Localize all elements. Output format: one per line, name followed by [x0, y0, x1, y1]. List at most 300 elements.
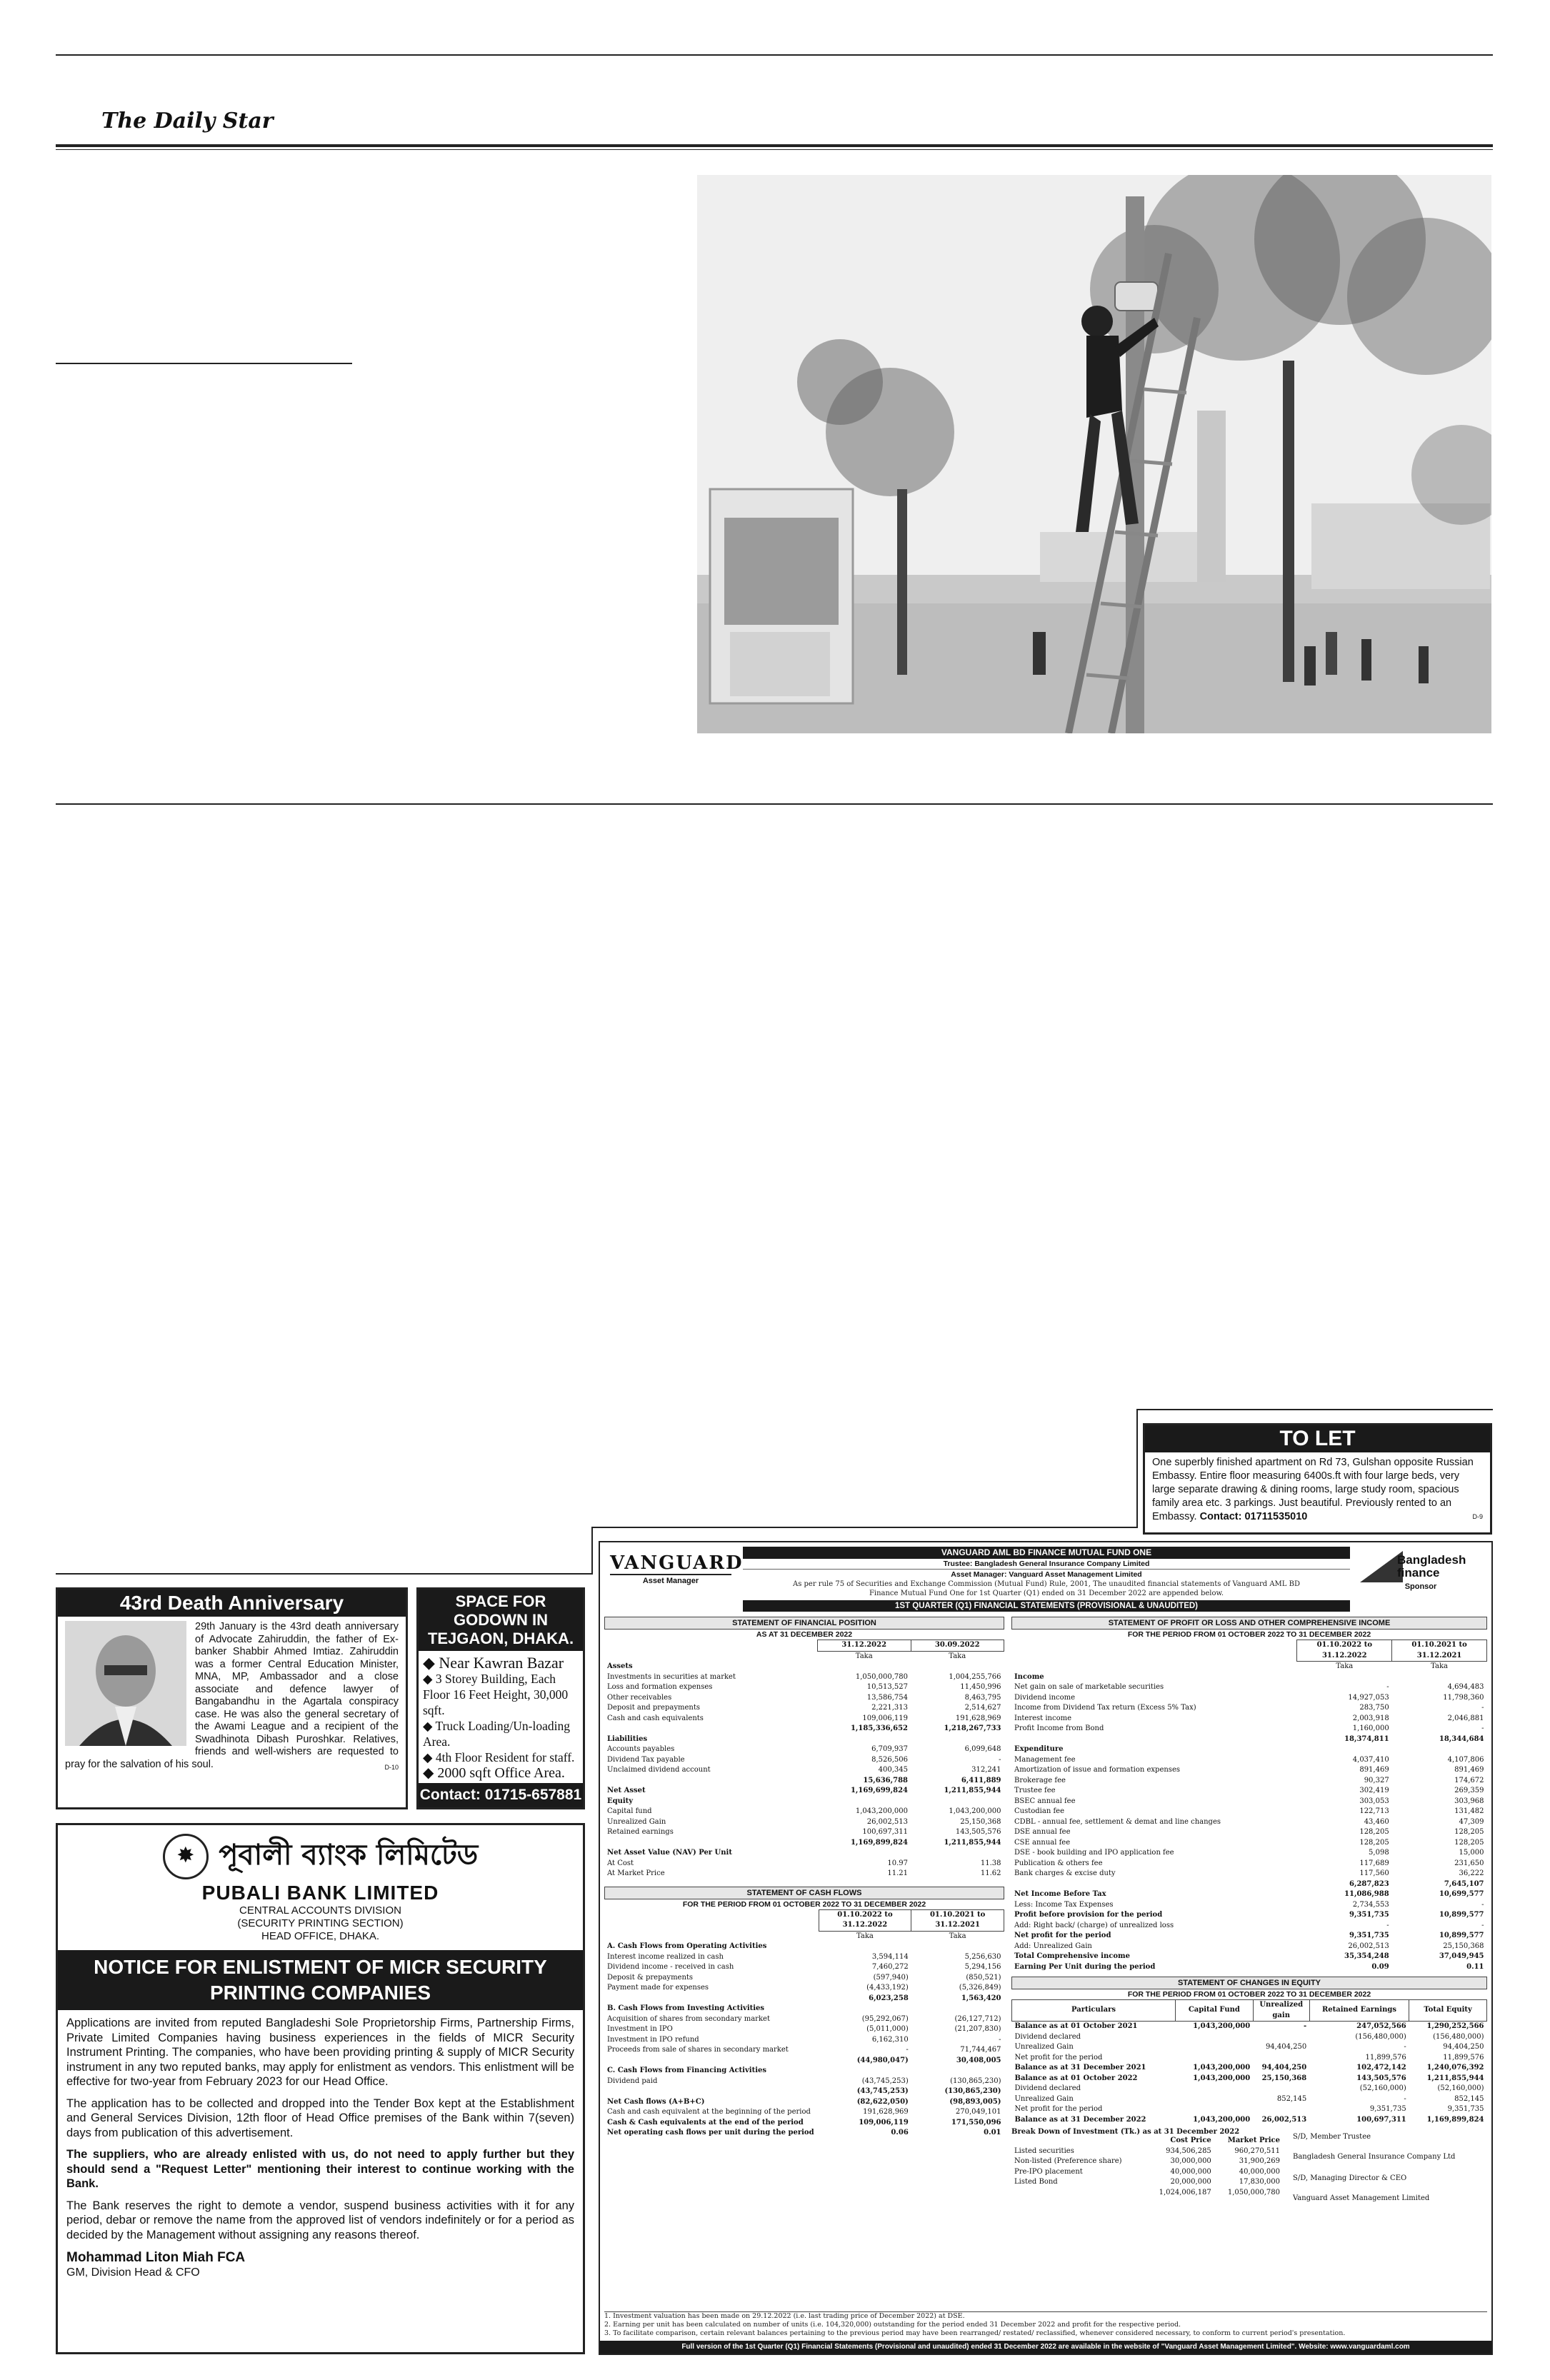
table-cell: At Cost [607, 1859, 634, 1867]
table-cell: 6,023,258 [869, 1994, 909, 2002]
table-cell: 26,002,513 [1348, 1942, 1389, 1950]
pubali-signer: Mohammad Liton Miah FCA [66, 2250, 246, 2265]
table-cell: Equity [607, 1797, 634, 1805]
table-cell: 302,419 [1359, 1787, 1389, 1794]
table-cell: Dividend Tax payable [607, 1755, 685, 1764]
table-cell [1392, 1672, 1487, 1683]
table-row [1011, 2167, 1283, 2178]
table-cell: 1,169,699,824 [850, 1787, 908, 1794]
table-header-cell: 01.10.2022 to 31.12.2022 [819, 1909, 911, 1931]
to-let-title: TO LET [1145, 1425, 1490, 1452]
table-row [604, 1952, 1004, 1963]
trustee-line: Trustee: Bangladesh General Insurance Company Limited [743, 1559, 1350, 1570]
table-cell: Deposit and prepayments [607, 1704, 700, 1712]
table-cell: (98,893,005) [949, 2097, 1001, 2106]
trustee-company: Bangladesh General Insurance Company Ltd [1293, 2153, 1456, 2161]
table-cell: 1,160,000 [1352, 1724, 1389, 1732]
table-cell: 47,309 [1459, 1817, 1484, 1826]
table-cell: Net gain on sale of marketable securities [1014, 1683, 1164, 1691]
table-cell: Listed securities [1014, 2146, 1074, 2155]
table-row [1011, 1776, 1487, 1787]
table-cell: (156,480,000) [1355, 2032, 1406, 2041]
table-cell [911, 1734, 1004, 1745]
table-cell: 1,563,420 [961, 1994, 1001, 2002]
table-row [604, 2077, 1004, 2087]
table-header-row [1011, 2136, 1283, 2146]
table-cell: 3,594,114 [871, 1952, 909, 1961]
table-row [604, 2118, 1004, 2129]
table-row [604, 2004, 1004, 2014]
table-cell: (850,521) [966, 1973, 1001, 1982]
table-cell: 100,697,311 [1356, 2115, 1406, 2124]
notes-block [604, 2311, 1487, 2338]
photo-illustration [697, 175, 1491, 733]
table-cell: (597,940) [873, 1973, 909, 1982]
godown-item: ◆ 3 Storey Building, Each Floor 16 Feet Height, 30,000 sqft. [423, 1672, 569, 1717]
classified-rule-3 [591, 1527, 1138, 1528]
unit-cell: Taka [949, 1932, 966, 1940]
table-cell: 270,049,101 [955, 2108, 1001, 2116]
table-cell: Unrealized Gain [607, 1817, 666, 1826]
pubali-notice-title: NOTICE FOR ENLISTMENT OF MICR SECURITY PRINTING COMPANIES [58, 1950, 583, 2010]
godown-item-text: 4th Floor Resident for staff. [435, 1750, 575, 1764]
table-cell: 1,043,200,000 [1193, 2022, 1251, 2030]
table-cell: A. Cash Flows from Operating Activities [607, 1942, 767, 1950]
table-header-cell: 31.12.2022 [818, 1640, 911, 1652]
table-cell [1297, 1672, 1392, 1683]
table-cell: (82,622,050) [856, 2097, 909, 2106]
table-header-cell: 30.09.2022 [911, 1640, 1004, 1652]
table-row [1012, 2084, 1487, 2094]
table-cell: Net profit for the period [1014, 2053, 1103, 2062]
profit-loss-table [1011, 1640, 1487, 1972]
table-row [604, 1662, 1004, 1672]
table-cell: Dividend paid [607, 2077, 658, 2085]
table-cell [604, 1776, 818, 1787]
table-header-cell: 01.10.2022 to 31.12.2022 [1297, 1640, 1392, 1662]
section-rule [56, 803, 1493, 805]
note-1: 1. Investment valuation has been made on 29.12.2022 (i.e. last trading price of December 2022) at DSE. [604, 2312, 965, 2320]
table-cell: 43,460 [1364, 1817, 1389, 1826]
table-cell: 1,004,255,766 [949, 1672, 1001, 1681]
table-cell: Net profit for the period [1014, 1932, 1111, 1939]
table-cell: 1,211,855,944 [1426, 2074, 1484, 2082]
table-row [604, 2097, 1004, 2108]
table-row [1012, 2032, 1487, 2043]
table-cell: 14,927,053 [1348, 1693, 1389, 1702]
table-row [604, 1827, 1004, 1838]
table-cell: 15,636,788 [863, 1776, 908, 1784]
table-cell: Balance as at 01 October 2021 [1014, 2022, 1138, 2030]
table-cell: Net profit for the period [1014, 2105, 1103, 2113]
table-row [604, 1765, 1004, 1776]
table-row [1011, 1952, 1487, 1962]
table-cell [818, 1797, 911, 1807]
table-cell: Liabilities [607, 1734, 648, 1743]
table-cell: Payment made for expenses [607, 1984, 709, 1992]
table-cell: 191,628,969 [955, 1714, 1001, 1722]
unit-cell: Taka [1336, 1662, 1354, 1670]
table-cell [1253, 2104, 1309, 2115]
table-row [1011, 1797, 1487, 1807]
pubali-para-2: The application has to be collected and dropped into the Tender Box kept at the Establishment and General Services Division, 12th floor of Head Office premises of the Bank within 7(seven) days from publication of this advertisement. [66, 2097, 574, 2139]
table-cell: 9,351,735 [1349, 1932, 1389, 1939]
pubali-notice [56, 1823, 585, 2354]
table-cell: BSEC annual fee [1014, 1797, 1076, 1805]
table-cell: Add: Unrealized Gain [1014, 1942, 1092, 1950]
table-cell: 94,404,250 [1443, 2043, 1484, 2051]
table-cell: 9,351,735 [1349, 1911, 1389, 1919]
table-cell: Investments in securities at market [607, 1672, 736, 1681]
table-cell: Income [1014, 1672, 1044, 1681]
table-cell: 2,046,881 [1447, 1714, 1484, 1722]
table-cell [604, 2087, 819, 2097]
pubali-para-3: The suppliers, who are already enlisted with us, do not need to apply further but they should send a "Request Letter" mentioning their interest to continue working with the Bank. [66, 2148, 574, 2190]
table-cell: 1,050,000,780 [855, 1672, 908, 1681]
table-cell: Bank charges & excise duty [1014, 1869, 1116, 1877]
table-row [1011, 1879, 1487, 1890]
table-cell: (43,745,253) [861, 2077, 909, 2085]
table-cell: 1,043,200,000 [949, 1807, 1001, 1815]
unit-cell: Taka [855, 1652, 873, 1660]
table-cell: (5,011,000) [866, 2025, 909, 2033]
note-3: 3. To facilitate comparison, certain relevant balances pertaining to the previous period may have been rearranged/ restated/ reclassified, whenever considered necessary, to conform to current period's presentation. [604, 2329, 1346, 2337]
masthead-rule [56, 144, 1493, 147]
table-cell: 1,043,200,000 [1193, 2064, 1251, 2072]
table-row [1011, 1703, 1487, 1714]
table-cell: 11,086,988 [1344, 1890, 1389, 1898]
table-cell: 9,351,735 [1369, 2105, 1406, 2113]
table-cell: 191,628,969 [863, 2108, 909, 2116]
table-cell: 20,000,000 [1170, 2178, 1211, 2186]
changes-in-equity-table [1011, 1999, 1487, 2125]
table-cell: (130,865,230) [950, 2077, 1001, 2085]
pubali-office: HEAD OFFICE, DHAKA. [261, 1930, 380, 1942]
table-cell: Dividend income [1014, 1693, 1076, 1702]
vanguard-statement [599, 1541, 1493, 2355]
table-cell: 11,798,360 [1443, 1693, 1484, 1702]
table-cell: (52,160,000) [1359, 2084, 1406, 2092]
godown-item-text: 3 Storey Building, Each Floor 16 Feet Height, 30,000 sqft. [423, 1672, 569, 1717]
table-row [1011, 2177, 1283, 2188]
cf-title: STATEMENT OF CASH FLOWS [604, 1887, 1004, 1899]
table-row [1011, 1869, 1487, 1879]
pubali-para-1: Applications are invited from reputed Bangladeshi Sole Proprietorship Firms, Partnership Firms, Private Limited Companies having business experiences in the fields of MICR Security Instrument Printing. The companies, who have been providing printing & supply of MICR Security instrument in any two reputed banks, may apply for enlistment as vendors. This enlistment will be effective for two-year from February 2023 for our Head Office. [66, 2017, 574, 2088]
vanguard-footer: Full version of the 1st Quarter (Q1) Financial Statements (Provisional and unaudited) ended 31 December 2022 are available in the website of "Vanguard Asset Management Limited". Website: www.vanguardaml.com [600, 2341, 1491, 2354]
table-cell [604, 1838, 818, 1849]
table-cell: 11.38 [980, 1859, 1001, 1867]
table-header-cell: Unrealized gain [1253, 2000, 1309, 2022]
cf-subtitle: FOR THE PERIOD FROM 01 OCTOBER 2022 TO 31 DECEMBER 2022 [682, 1899, 926, 1909]
table-cell: 10,899,577 [1439, 1911, 1484, 1919]
table-cell: 30,000,000 [1170, 2157, 1211, 2165]
table-cell: 852,145 [1454, 2094, 1484, 2103]
investment-breakdown [1011, 2128, 1283, 2204]
table-cell: 1,169,899,824 [1426, 2115, 1484, 2124]
table-cell: 8,463,795 [964, 1693, 1001, 1702]
table-row [1011, 1724, 1487, 1734]
table-row [1012, 2022, 1487, 2032]
table-cell: 2,514,627 [964, 1704, 1001, 1712]
table-cell: 1,024,006,187 [1159, 2188, 1211, 2196]
table-cell: 174,672 [1454, 1776, 1484, 1784]
trustee-sign: S/D, Member Trustee [1293, 2133, 1371, 2141]
table-cell: Unrealized Gain [1014, 2043, 1074, 2051]
table-header-cell: 01.10.2021 to 31.12.2021 [911, 1909, 1004, 1931]
table-cell: (52,160,000) [1437, 2084, 1484, 2092]
table-cell: Amortization of issue and formation expenses [1014, 1766, 1180, 1774]
table-cell: Balance as at 01 October 2022 [1014, 2074, 1138, 2082]
table-cell: Non-listed (Preference share) [1014, 2157, 1122, 2165]
table-cell: 128,205 [1359, 1838, 1389, 1847]
table-row [1011, 1827, 1487, 1838]
table-cell: Brokerage fee [1014, 1776, 1066, 1784]
table-row [1011, 1921, 1487, 1932]
table-cell: Less: Income Tax Expenses [1014, 1900, 1114, 1909]
table-cell [1011, 1734, 1297, 1745]
anniversary-body [58, 1617, 406, 1775]
table-cell: 1,211,855,944 [944, 1787, 1001, 1794]
inv-title: Break Down of Investment (Tk.) as at 31 December 2022 [1011, 2128, 1240, 2136]
table-header-row [1011, 1640, 1487, 1662]
table-row [1011, 1755, 1487, 1766]
table-cell: Balance as at 31 December 2022 [1014, 2115, 1146, 2124]
table-header-cell [1011, 2136, 1146, 2146]
table-row [604, 2035, 1004, 2046]
table-row [604, 1703, 1004, 1714]
sponsor-label: Sponsor [1404, 1582, 1437, 1591]
table-cell: 31,900,269 [1239, 2157, 1280, 2165]
table-row [604, 1776, 1004, 1787]
pl-title: STATEMENT OF PROFIT OR LOSS AND OTHER COMPREHENSIVE INCOME [1011, 1617, 1487, 1630]
table-cell [604, 1724, 818, 1734]
unit-cell: Taka [856, 1932, 874, 1940]
table-cell: Balance as at 31 December 2021 [1014, 2064, 1146, 2072]
table-cell: 2,734,553 [1352, 1900, 1389, 1909]
table-cell: 37,049,945 [1439, 1952, 1484, 1960]
table-cell [1176, 2042, 1254, 2053]
table-row [604, 2066, 1004, 2077]
table-cell [604, 2056, 819, 2067]
table-row [1011, 1942, 1487, 1952]
table-cell: 11.21 [887, 1869, 908, 1877]
table-row [604, 1724, 1004, 1734]
table-cell: DSE annual fee [1014, 1828, 1071, 1836]
sponsor-logo [1360, 1551, 1481, 1582]
table-row [1012, 2104, 1487, 2115]
table-unit-row [604, 1651, 1004, 1662]
table-cell [1011, 1640, 1297, 1662]
table-cell: 36,222 [1459, 1869, 1484, 1877]
signature-block [1283, 2128, 1487, 2204]
table-row [604, 1714, 1004, 1724]
table-row [604, 1807, 1004, 1817]
table-cell: 1,218,267,733 [944, 1724, 1001, 1732]
table-row [604, 1797, 1004, 1807]
table-row [1011, 1786, 1487, 1797]
godown-contact: Contact: 01715-657881 [419, 1783, 583, 1807]
table-cell: Listed Bond [1014, 2178, 1058, 2186]
fp-title: STATEMENT OF FINANCIAL POSITION [604, 1617, 1004, 1630]
table-cell: 4,694,483 [1447, 1683, 1484, 1691]
table-cell: 40,000,000 [1170, 2167, 1211, 2176]
table-cell: 6,099,648 [964, 1745, 1001, 1753]
table-header-row [604, 1909, 1004, 1931]
table-cell: 15,000 [1459, 1849, 1484, 1857]
table-row [604, 1734, 1004, 1745]
table-cell: 6,411,889 [961, 1776, 1001, 1784]
table-cell: 26,002,513 [866, 1817, 908, 1826]
table-row [604, 1672, 1004, 1683]
table-cell: 25,150,368 [1443, 1942, 1484, 1950]
table-cell: 1,169,899,824 [850, 1838, 908, 1847]
table-cell [1253, 2084, 1309, 2094]
note-2: 2. Earning per unit has been calculated on number of units (i.e. 104,320,000) outstanding for the period ended 31 December 2022 and profit for the respective period. [604, 2321, 1181, 2329]
table-cell: 2,003,918 [1352, 1714, 1389, 1722]
godown-item-text: 2000 sqft Office Area. [437, 1765, 565, 1781]
table-row [604, 2107, 1004, 2118]
table-cell: Dividend declared [1014, 2032, 1081, 2041]
table-row [604, 2056, 1004, 2067]
table-cell: (5,326,849) [959, 1984, 1001, 1992]
table-row [1011, 1817, 1487, 1828]
table-cell: 10,513,527 [866, 1683, 908, 1691]
table-cell: 0.11 [1466, 1962, 1484, 1971]
to-let-code: D-9 [1472, 1513, 1483, 1520]
table-cell: 2,221,313 [871, 1704, 908, 1712]
table-cell [604, 1651, 818, 1662]
table-cell: 109,006,119 [862, 1714, 908, 1722]
table-cell [911, 1797, 1004, 1807]
table-cell: Investment in IPO [607, 2025, 673, 2033]
table-row [1011, 1693, 1487, 1704]
column-rule [56, 363, 352, 364]
table-cell: 303,968 [1454, 1797, 1484, 1805]
classified-rule-1 [56, 1573, 593, 1575]
table-cell: 35,354,248 [1344, 1952, 1389, 1960]
table-cell: 10,899,577 [1439, 1932, 1484, 1939]
table-cell [604, 1994, 819, 2004]
table-header-cell: Cost Price [1170, 2137, 1211, 2144]
portrait-illustration [65, 1621, 186, 1746]
table-cell: - [1481, 1900, 1484, 1909]
table-cell: Cash and cash equivalents [607, 1714, 704, 1722]
table-cell: 100,697,311 [862, 1828, 908, 1836]
vanguard-logo: VANGUARD [610, 1552, 744, 1574]
table-cell: Profit Income from Bond [1014, 1724, 1104, 1732]
table-cell: C. Cash Flows from Financing Activities [607, 2067, 766, 2074]
table-cell: 0.01 [984, 2129, 1001, 2137]
pubali-division: CENTRAL ACCOUNTS DIVISION [239, 1904, 401, 1917]
to-let-contact: Contact: 01711535010 [1199, 1511, 1308, 1522]
table-row [1012, 2115, 1487, 2126]
table-cell: 117,560 [1359, 1869, 1389, 1877]
table-cell: 891,469 [1359, 1766, 1389, 1774]
table-cell: (95,292,067) [861, 2014, 909, 2023]
table-cell: 13,586,754 [866, 1693, 908, 1702]
table-header-cell: Particulars [1012, 2000, 1176, 2022]
table-cell: 6,287,823 [1349, 1879, 1389, 1888]
table-row [1011, 1859, 1487, 1869]
table-cell [819, 1942, 911, 1952]
table-cell: - [1481, 1724, 1484, 1732]
table-cell: 11,899,576 [1443, 2053, 1484, 2062]
table-cell: 934,506,285 [1166, 2146, 1211, 2155]
table-cell: Net Asset Value (NAV) Per Unit [607, 1849, 732, 1857]
table-cell: Add: Right back/ (charge) of unrealized loss [1014, 1921, 1174, 1929]
godown-ad [416, 1587, 585, 1809]
table-row [1011, 1900, 1487, 1911]
table-cell: 7,460,272 [871, 1963, 909, 1971]
table-row [1011, 1889, 1487, 1900]
table-cell [1392, 1744, 1487, 1755]
table-cell [1011, 2188, 1146, 2199]
pubali-signer-title: GM, Division Head & CFO [66, 2266, 200, 2279]
table-row [604, 1859, 1004, 1869]
sponsor-logo-text: Bangladesh finance [1397, 1553, 1466, 1580]
table-row [1012, 2063, 1487, 2074]
fp-subtitle: AS AT 31 DECEMBER 2022 [756, 1630, 853, 1639]
table-cell: - [1386, 1921, 1389, 1929]
table-cell [604, 1909, 819, 1931]
table-cell [818, 1848, 911, 1859]
table-cell: Cash & Cash equivalents at the end of the period [607, 2118, 804, 2127]
table-cell: 400,345 [878, 1766, 908, 1774]
table-cell: Total Comprehensive income [1014, 1952, 1130, 1960]
table-cell: Income from Dividend Tax return (Excess 5% Tax) [1014, 1704, 1196, 1712]
table-header-cell: Total Equity [1409, 2000, 1487, 2022]
table-cell [818, 1662, 911, 1672]
table-cell: 11,899,576 [1365, 2053, 1406, 2062]
table-cell: Expenditure [1014, 1745, 1064, 1753]
pubali-body [58, 2010, 583, 2286]
table-cell: Acquisition of shares from secondary market [607, 2014, 770, 2023]
table-cell: 71,744,467 [960, 2046, 1001, 2054]
table-cell: 4,107,806 [1447, 1755, 1484, 1764]
table-cell: (43,745,253) [856, 2087, 909, 2095]
ce-subtitle: FOR THE PERIOD FROM 01 OCTOBER 2022 TO 31 DECEMBER 2022 [1127, 1990, 1371, 1999]
unit-cell: Taka [949, 1652, 966, 1660]
manager-line: Asset Manager: Vanguard Asset Management Limited [951, 1570, 1142, 1579]
table-cell: Net Income Before Tax [1014, 1890, 1106, 1898]
financial-position-table [604, 1640, 1004, 1879]
table-cell: 852,145 [1276, 2094, 1307, 2103]
table-cell: - [1404, 2043, 1406, 2051]
table-cell: 1,185,336,652 [850, 1724, 908, 1732]
table-cell: 122,713 [1359, 1807, 1389, 1815]
table-cell: - [1481, 1704, 1484, 1712]
table-cell: (44,980,047) [856, 2056, 909, 2064]
anniversary-code: D-10 [384, 1763, 399, 1771]
table-cell: Assets [607, 1662, 633, 1670]
table-cell: 10,699,577 [1439, 1890, 1484, 1898]
table-row [1012, 2094, 1487, 2105]
table-row [604, 1973, 1004, 1984]
investment-table [1011, 2136, 1283, 2198]
table-cell: Interest income realized in cash [607, 1952, 724, 1961]
table-cell: (21,207,830) [954, 2025, 1001, 2033]
godown-list [419, 1655, 583, 1781]
table-cell [818, 1734, 911, 1745]
table-cell: 94,404,250 [1265, 2043, 1307, 2051]
table-row [604, 1869, 1004, 1879]
table-cell: 303,053 [1359, 1797, 1389, 1805]
table-cell: 312,241 [971, 1766, 1001, 1774]
fund-intro: As per rule 75 of Securities and Exchange Commission (Mutual Fund) Rule, 2001, The unaudited financial statements of Vanguard AML BD Finance Mutual Fund One for 1st Quarter (Q1) ended on 31 December 2022 are appended below. [793, 1580, 1300, 1597]
table-cell: CDBL - annual fee, settlement & demat and line changes [1014, 1817, 1221, 1826]
table-row [1011, 1962, 1487, 1973]
table-cell: Trustee fee [1014, 1787, 1056, 1794]
